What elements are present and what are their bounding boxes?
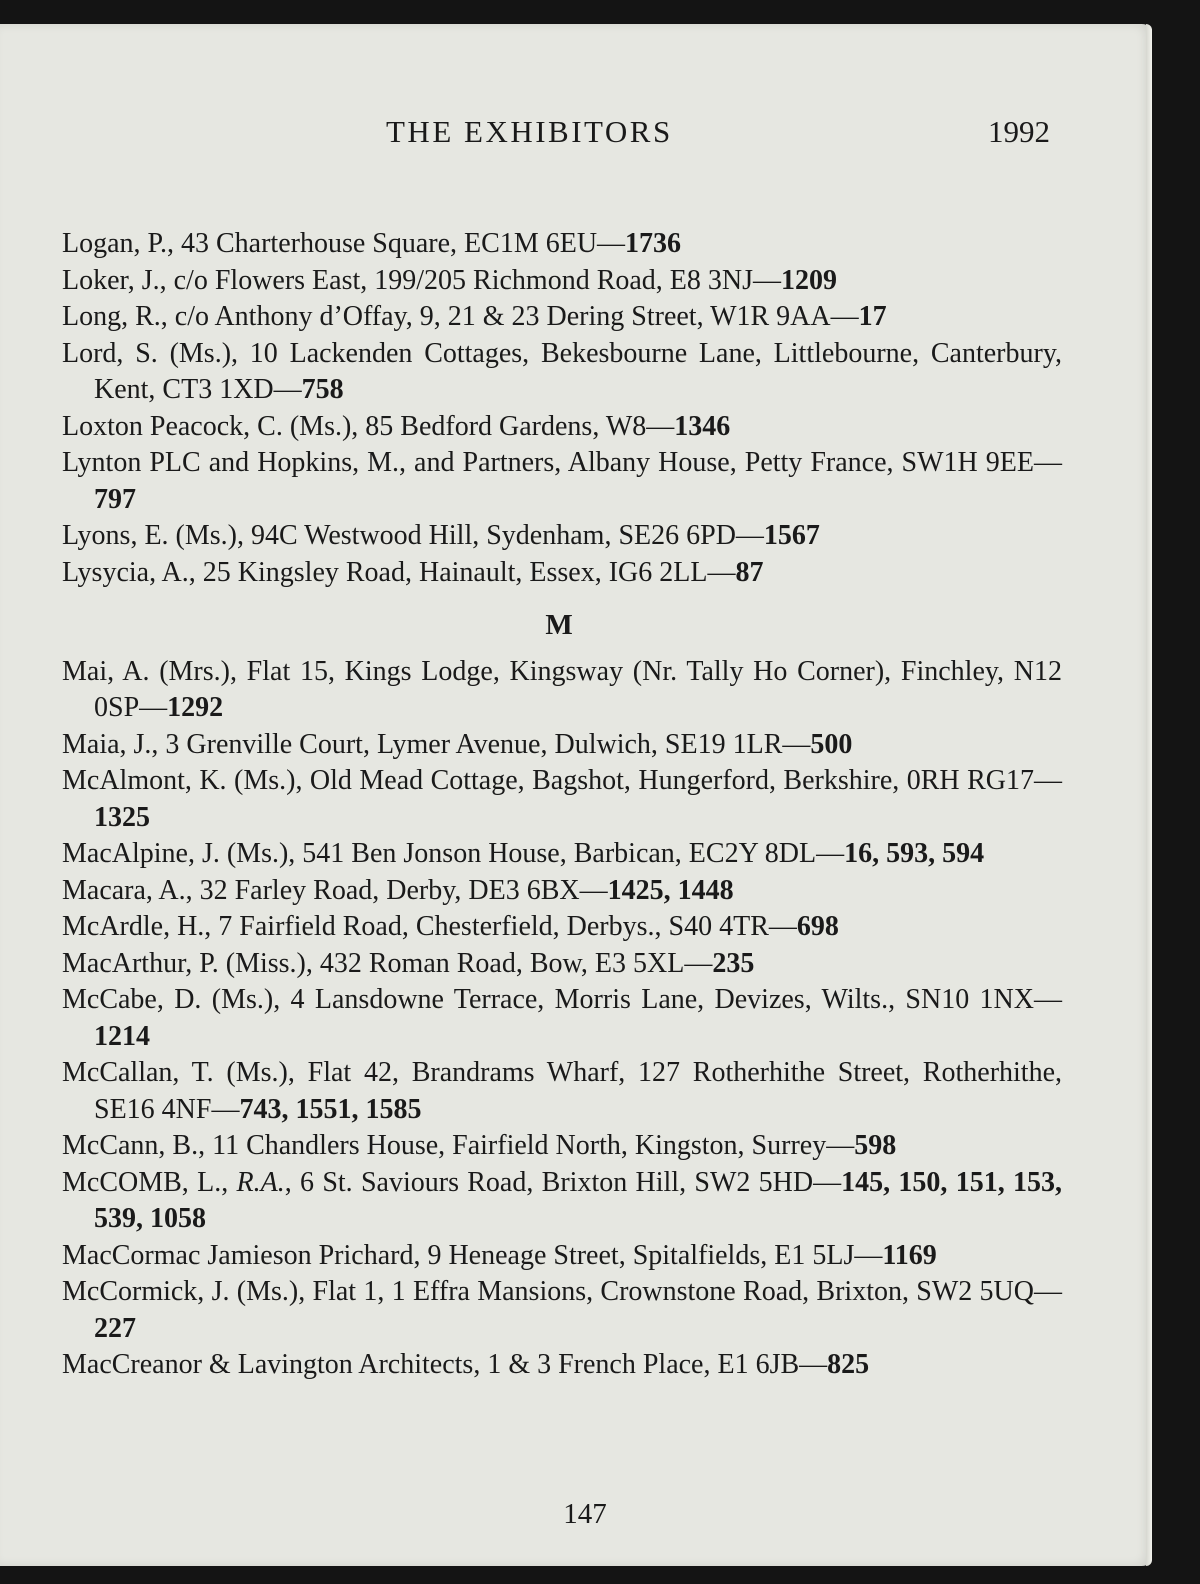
- exhibitor-address: Logan, P., 43 Charterhouse Square, EC1M 6EU—: [62, 228, 626, 259]
- catalogue-numbers: 598: [854, 1130, 897, 1161]
- exhibitor-entry: [62, 555, 1062, 592]
- catalogue-numbers: 1209: [781, 264, 838, 296]
- exhibitor-address: Long, R., c/o Anthony d’Offay, 9, 21 & 23 Dering Street, W1R 9AA—: [62, 301, 859, 332]
- catalogue-numbers: 145, 150, 151, 153, 539, 1058: [94, 1166, 1062, 1234]
- exhibitor-address: Mai, A. (Mrs.), Flat 15, Kings Lodge, Kingsway (Nr. Tally Ho Corner), Finchley, N12 0SP—: [62, 655, 1062, 723]
- catalogue-numbers: 235: [712, 947, 755, 979]
- exhibitor-address: Maia, J., 3 Grenville Court, Lymer Avenue, Dulwich, SE19 1LR—: [62, 728, 811, 760]
- catalogue-numbers: 1425, 1448: [607, 874, 734, 906]
- exhibitor-address: Loxton Peacock, C. (Ms.), 85 Bedford Gardens, W8—: [62, 410, 675, 442]
- exhibitor-address: Lysycia, A., 25 Kingsley Road, Hainault, Essex, IG6 2LL—: [62, 556, 736, 588]
- page-edge: [1146, 24, 1152, 1566]
- exhibitor-entry: [62, 946, 1062, 983]
- catalogue-numbers: 1567: [763, 520, 820, 551]
- exhibitor-address: McCann, B., 11 Chandlers House, Fairfield North, Kingston, Surrey—: [62, 1130, 855, 1161]
- exhibitor-entry: [62, 1128, 1062, 1165]
- catalogue-numbers: 1169: [882, 1239, 937, 1271]
- exhibitor-entry: [62, 299, 1062, 336]
- exhibitor-address: McCabe, D. (Ms.), 4 Lansdowne Terrace, Morris Lane, Devizes, Wilts., SN10 1NX—: [62, 984, 1062, 1015]
- entries-m-section: [62, 654, 1062, 1384]
- exhibitor-address: McAlmont, K. (Ms.), Old Mead Cottage, Bagshot, Hungerford, Berkshire, 0RH RG17—: [62, 765, 1062, 796]
- exhibitor-entry: [62, 1238, 1062, 1275]
- exhibitor-address: MacCreanor & Lavington Architects, 1 & 3 French Place, E1 6JB—: [62, 1349, 828, 1380]
- catalogue-numbers: 1736: [625, 228, 682, 259]
- exhibitor-entry: [62, 909, 1062, 946]
- catalogue-numbers: 797: [94, 483, 136, 515]
- page-number: 147: [563, 1498, 607, 1530]
- catalogue-numbers: 87: [735, 556, 764, 588]
- exhibitor-address: MacArthur, P. (Miss.), 432 Roman Road, Bow, E3 5XL—: [62, 947, 713, 979]
- exhibitor-entry: [62, 982, 1062, 1055]
- catalogue-numbers: 1346: [674, 410, 731, 442]
- exhibitor-address: Loker, J., c/o Flowers East, 199/205 Richmond Road, E8 3NJ—: [62, 264, 782, 296]
- exhibitor-entry: [62, 727, 1062, 764]
- exhibitor-address: McCOMB, L., R.A., 6 St. Saviours Road, Brixton Hill, SW2 5HD—: [62, 1166, 842, 1198]
- header-title: THE EXHIBITORS: [386, 114, 673, 149]
- exhibitor-address: Macara, A., 32 Farley Road, Derby, DE3 6BX—: [62, 874, 608, 906]
- entries-l-section: [62, 226, 1062, 591]
- exhibitor-entry: [62, 445, 1062, 518]
- exhibitor-address: McArdle, H., 7 Fairfield Road, Chesterfield, Derbys., S40 4TR—: [62, 911, 797, 942]
- exhibitor-address: Lynton PLC and Hopkins, M., and Partners, Albany House, Petty France, SW1H 9EE—: [62, 447, 1062, 478]
- exhibitor-address: Lord, S. (Ms.), 10 Lackenden Cottages, Bekesbourne Lane, Littlebourne, Canterbury, Kent, CT3 1XD—: [62, 337, 1062, 405]
- exhibitor-entry: [62, 836, 1062, 873]
- exhibitor-entry: [62, 263, 1062, 300]
- section-letter: M: [545, 609, 573, 641]
- exhibitor-entry: [62, 654, 1062, 727]
- catalogue-numbers: 1292: [167, 692, 224, 723]
- catalogue-numbers: 758: [301, 374, 344, 405]
- exhibitor-entry: [62, 873, 1062, 910]
- exhibitor-address: McCallan, T. (Ms.), Flat 42, Brandrams Wharf, 127 Rotherhithe Street, Rotherhithe, SE16 4NF—: [62, 1057, 1062, 1125]
- exhibitor-entry: [62, 409, 1062, 446]
- exhibitor-address: Lyons, E. (Ms.), 94C Westwood Hill, Sydenham, SE26 6PD—: [62, 520, 764, 551]
- exhibitor-entry: [62, 226, 1062, 263]
- catalogue-numbers: 698: [796, 911, 839, 942]
- catalogue-numbers: 17: [858, 301, 887, 332]
- exhibitor-entry: [62, 1055, 1062, 1128]
- exhibitor-entry: [62, 763, 1062, 836]
- exhibitor-entry: [62, 518, 1062, 555]
- catalogue-numbers: 1325: [94, 801, 150, 833]
- catalogue-numbers: 500: [810, 728, 853, 760]
- catalogue-numbers: 1214: [94, 1020, 150, 1052]
- exhibitor-entry: [62, 336, 1062, 409]
- exhibitor-address: MacCormac Jamieson Prichard, 9 Heneage Street, Spitalfields, E1 5LJ—: [62, 1239, 883, 1271]
- catalogue-numbers: 16, 593, 594: [844, 838, 985, 869]
- exhibitor-address: McCormick, J. (Ms.), Flat 1, 1 Effra Mansions, Crownstone Road, Brixton, SW2 5UQ—: [62, 1276, 1062, 1307]
- running-header: [0, 114, 1152, 154]
- exhibitor-entry: [62, 1347, 1062, 1384]
- exhibitor-address: MacAlpine, J. (Ms.), 541 Ben Jonson House, Barbican, EC2Y 8DL—: [62, 838, 845, 869]
- exhibitor-entry: [62, 1165, 1062, 1238]
- header-year: 1992: [988, 114, 1050, 149]
- exhibitor-list: [62, 226, 1062, 1384]
- exhibitor-entry: [62, 1274, 1062, 1347]
- catalogue-numbers: 743, 1551, 1585: [239, 1093, 422, 1125]
- book-page: [0, 24, 1152, 1566]
- catalogue-numbers: 825: [827, 1349, 870, 1380]
- catalogue-numbers: 227: [94, 1312, 136, 1344]
